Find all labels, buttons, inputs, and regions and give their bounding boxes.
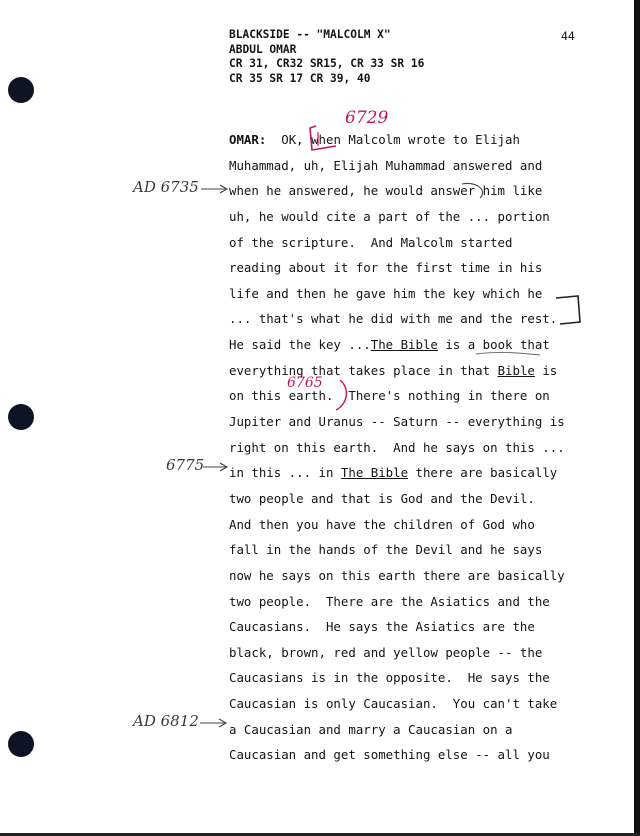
line-text: fall in the hands of the Devil and he says [229, 542, 543, 558]
line-text: everything that takes place in that [229, 362, 498, 378]
line-text: two people. There are the Asiatics and the [229, 593, 550, 609]
header-reels-1: CR 31, CR32 SR15, CR 33 SR 16 [229, 57, 425, 70]
underlined-title: The Bible [370, 337, 438, 353]
arrow-icon [203, 463, 227, 471]
page-number: 44 [561, 29, 575, 43]
line-text: in this ... in [229, 465, 341, 481]
underlined-title: The Bible [340, 465, 409, 481]
line-text: black, brown, red and yellow people -- the [229, 644, 543, 660]
header-reels-2: CR 35 SR 17 CR 39, 40 [229, 71, 371, 85]
line-text: of the scripture. And Malcolm started [229, 234, 513, 250]
line-text: now he says on this earth there are basically [229, 567, 565, 583]
line-text: when he answered, he would answer him like [229, 183, 543, 199]
line-text: life and then he gave him the key which he [229, 285, 543, 301]
line-text: Caucasian and get something else -- all you [229, 747, 550, 763]
line-text: reading about it for the first time in his [229, 260, 543, 276]
line-text: right on this earth. And he says on this ... [229, 439, 565, 455]
margin-note: AD 6812 [133, 712, 199, 730]
timecode-annotation: 6765 [287, 375, 323, 391]
edit-bracket [310, 126, 336, 150]
line-text: on this earth. There's nothing in there on [229, 388, 550, 404]
line-text: Caucasian is only Caucasian. You can't take [229, 696, 558, 712]
line-text: Jupiter and Uranus -- Saturn -- everything is [229, 414, 565, 430]
margin-note: 6775 [166, 456, 205, 474]
line-text: He said the key ... [229, 337, 371, 353]
line-text: Caucasians. He says the Asiatics are the [229, 619, 535, 635]
header-interviewee: ABDUL OMAR [229, 42, 297, 56]
line-text: And then you have the children of God who [229, 516, 535, 532]
line-text: Muhammad, uh, Elijah Muhammad answered and [229, 157, 543, 173]
timecode-annotation: 6729 [345, 108, 389, 128]
pencil-mark [462, 183, 483, 198]
arrow-icon [200, 719, 226, 727]
underlined-title: Bible [497, 362, 535, 378]
line-text: OK, when Malcolm wrote to Elijah [266, 132, 520, 147]
header-title: BLACKSIDE -- "MALCOLM X" [229, 28, 391, 41]
line-text: uh, he would cite a part of the ... portion [229, 208, 550, 224]
line-text: is [534, 362, 558, 378]
line-text: ... that's what he did with me and the rest. [229, 311, 558, 327]
edit-bracket [336, 380, 346, 410]
line-text: two people and that is God and the Devil. [229, 490, 535, 506]
line-text: there are basically [408, 465, 558, 481]
line-text: Caucasians is in the opposite. He says the [229, 670, 550, 686]
line-text: a Caucasian and marry a Caucasian on a [229, 721, 513, 737]
arrow-icon [201, 185, 227, 193]
speaker-label: OMAR: [229, 132, 267, 147]
margin-note: AD 6735 [133, 178, 199, 196]
pencil-mark [476, 352, 540, 355]
edit-bracket [556, 296, 580, 324]
line-text: is a book that [437, 337, 550, 353]
